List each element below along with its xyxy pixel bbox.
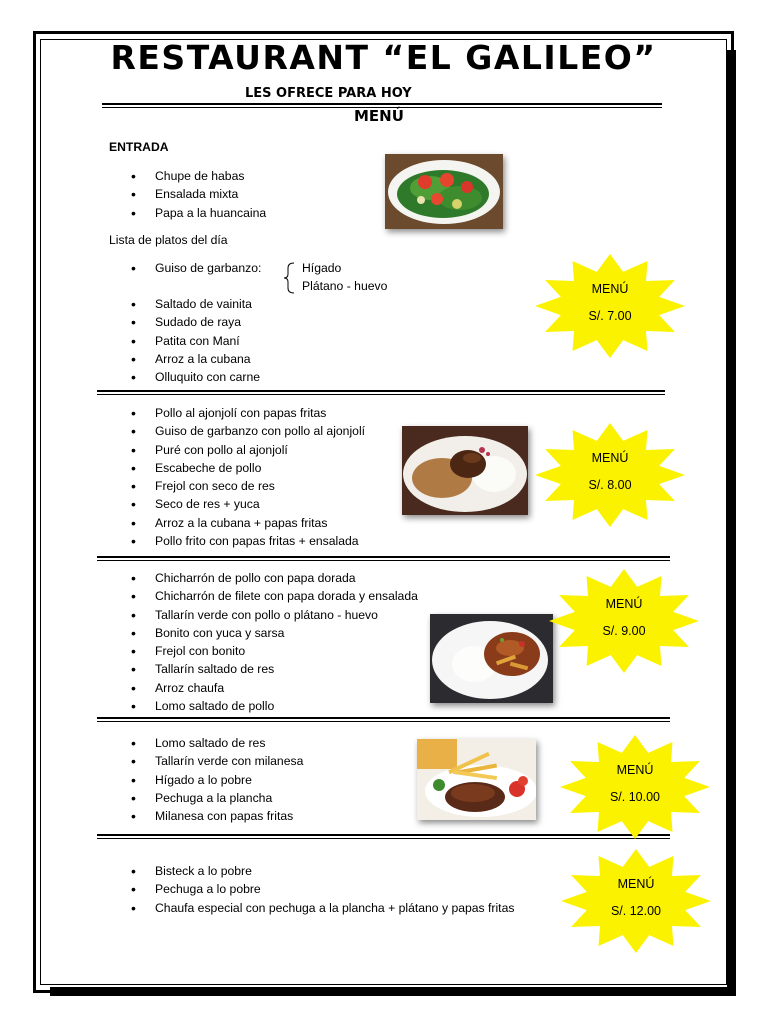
list-item: • Chupe de habas: [131, 167, 266, 185]
list-item: • Patita con Maní: [131, 332, 260, 350]
list-item: • Arroz a la cubana: [131, 350, 260, 368]
list-item: • Saltado de vainita: [131, 295, 260, 313]
steak-photo: [417, 739, 536, 820]
list-item: • Chicharrón de pollo con papa dorada: [131, 569, 418, 587]
badge-price: S/. 7.00: [588, 309, 632, 323]
badge-label: MENÚ: [591, 282, 629, 296]
list-item: • Pollo al ajonjolí con papas fritas: [131, 404, 365, 422]
list-item: • Pechuga a la plancha: [131, 789, 303, 807]
section-divider: [97, 721, 670, 722]
option-higado: Hígado: [302, 261, 342, 275]
list-item: • Guiso de garbanzo con pollo al ajonjolí: [131, 422, 365, 440]
header-rule-top: [102, 103, 662, 105]
badge-price: S/. 8.00: [588, 478, 632, 492]
section-divider: [97, 390, 665, 392]
list-item: • Puré con pollo al ajonjolí: [131, 441, 365, 459]
subtitle: LES OFRECE PARA HOY: [245, 86, 412, 101]
brace-icon: [283, 262, 295, 294]
price-badge: [535, 254, 685, 358]
list-item: • Tallarín verde con pollo o plátano - huevo: [131, 606, 418, 624]
list-item: • Tallarín saltado de res: [131, 660, 418, 678]
price-badge: [561, 849, 711, 953]
list-item: • Escabeche de pollo: [131, 459, 365, 477]
list-item: • Ensalada mixta: [131, 185, 266, 203]
price-badge: [535, 423, 685, 527]
price-badge: [560, 735, 710, 839]
badge-label: MENÚ: [616, 763, 654, 777]
price-badge: [549, 569, 699, 673]
section5-list: [131, 862, 514, 917]
stew-photo: [402, 426, 528, 515]
starburst-icon: [535, 254, 685, 358]
starburst-icon: [560, 735, 710, 839]
daily-title: Lista de platos del día: [109, 233, 228, 247]
list-item: • Pechuga a lo pobre: [131, 880, 514, 898]
restaurant-title: RESTAURANT “EL GALILEO”: [110, 38, 657, 77]
badge-price: S/. 9.00: [602, 624, 646, 638]
badge-label: MENÚ: [617, 877, 655, 891]
starburst-icon: [549, 569, 699, 673]
list-item: • Chaufa especial con pechuga a la plancha + plátano y papas fritas: [131, 899, 514, 917]
list-item: • Bisteck a lo pobre: [131, 862, 514, 880]
section-divider: [97, 717, 670, 719]
section-divider: [97, 394, 665, 395]
menu-heading: MENÚ: [354, 107, 404, 125]
section3-list: [131, 569, 418, 715]
badge-label: MENÚ: [591, 451, 629, 465]
entrada-list: [131, 167, 266, 222]
section2-list: [131, 404, 365, 550]
badge-price: S/. 12.00: [610, 904, 662, 918]
badge-price: S/. 10.00: [609, 790, 661, 804]
list-item: • Arroz a la cubana + papas fritas: [131, 514, 365, 532]
daily-list: [131, 295, 260, 386]
lomo-saltado-photo: [430, 614, 553, 703]
list-item: • Frejol con bonito: [131, 642, 418, 660]
section-divider: [97, 556, 670, 558]
list-item: • Pollo frito con papas fritas + ensalada: [131, 532, 365, 550]
section4-list: [131, 734, 303, 825]
option-platano-huevo: Plátano - huevo: [302, 279, 388, 293]
list-item: • Milanesa con papas fritas: [131, 807, 303, 825]
list-item: • Hígado a lo pobre: [131, 771, 303, 789]
list-item: • Olluquito con carne: [131, 368, 260, 386]
list-item: • Arroz chaufa: [131, 679, 418, 697]
list-item: • Lomo saltado de res: [131, 734, 303, 752]
salad-photo: [385, 154, 503, 229]
list-item: • Lomo saltado de pollo: [131, 697, 418, 715]
starburst-icon: [535, 423, 685, 527]
badge-label: MENÚ: [605, 597, 643, 611]
entrada-title: ENTRADA: [109, 140, 169, 154]
list-item: • Seco de res + yuca: [131, 495, 365, 513]
list-item: • Guiso de garbanzo:: [131, 259, 261, 277]
list-item: • Chicharrón de filete con papa dorada y ensalada: [131, 587, 418, 605]
section-divider: [97, 560, 670, 561]
list-item: • Papa a la huancaina: [131, 204, 266, 222]
list-item: • Sudado de raya: [131, 313, 260, 331]
daily-first-list: [131, 259, 261, 277]
list-item: • Frejol con seco de res: [131, 477, 365, 495]
list-item: • Tallarín verde con milanesa: [131, 752, 303, 770]
starburst-icon: [561, 849, 711, 953]
list-item: • Bonito con yuca y sarsa: [131, 624, 418, 642]
